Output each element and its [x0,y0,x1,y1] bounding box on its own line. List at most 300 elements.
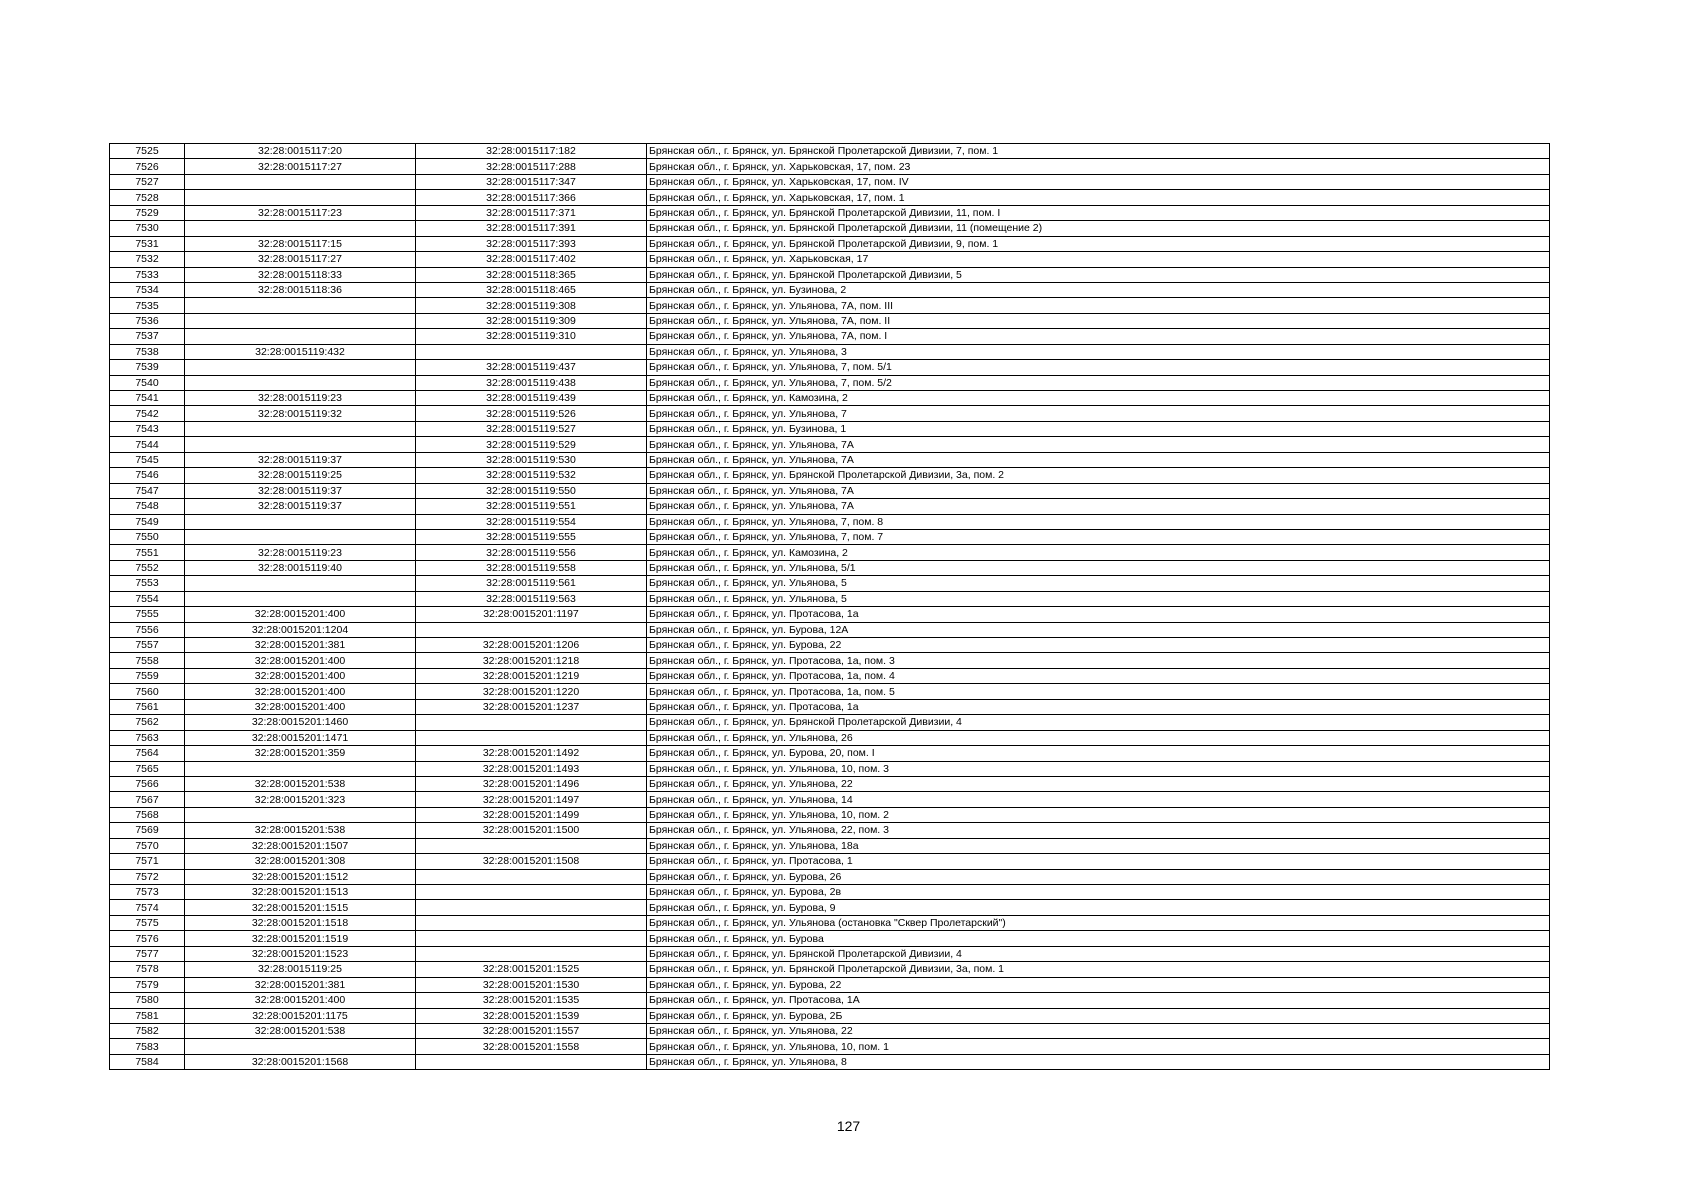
address-cell: Брянская обл., г. Брянск, ул. Ульянова, 7, пом. 7 [647,529,1550,544]
address-cell: Брянская обл., г. Брянск, ул. Ульянова, 7А, пом. I [647,329,1550,344]
address-cell: Брянская обл., г. Брянск, ул. Брянской Пролетарской Дивизии, 11 (помещение 2) [647,221,1550,236]
cadastral-number-cell: 32:28:0015117:23 [185,205,416,220]
row-number-cell: 7571 [110,854,185,869]
cadastral-number-cell: 32:28:0015201:1523 [185,946,416,961]
table-row [110,236,1550,251]
address-cell: Брянская обл., г. Брянск, ул. Ульянова, 7А [647,483,1550,498]
address-cell: Брянская обл., г. Брянск, ул. Протасова, 1а, пом. 4 [647,668,1550,683]
address-cell: Брянская обл., г. Брянск, ул. Бузинова, 1 [647,421,1550,436]
object-number-cell: 32:28:0015201:1557 [416,1023,647,1038]
row-number-cell: 7546 [110,468,185,483]
table-row [110,1054,1550,1069]
cadastral-number-cell: 32:28:0015201:538 [185,823,416,838]
row-number-cell: 7564 [110,746,185,761]
cadastral-number-cell [185,421,416,436]
address-cell: Брянская обл., г. Брянск, ул. Брянской Пролетарской Дивизии, 5 [647,267,1550,282]
address-cell: Брянская обл., г. Брянск, ул. Ульянова, 7А [647,452,1550,467]
address-cell: Брянская обл., г. Брянск, ул. Брянской Пролетарской Дивизии, 7, пом. 1 [647,144,1550,159]
row-number-cell: 7575 [110,915,185,930]
row-number-cell: 7527 [110,174,185,189]
cadastral-number-cell: 32:28:0015201:1568 [185,1054,416,1069]
object-number-cell: 32:28:0015117:288 [416,159,647,174]
cadastral-number-cell [185,529,416,544]
address-cell: Брянская обл., г. Брянск, ул. Харьковская, 17 [647,252,1550,267]
cadastral-number-cell: 32:28:0015201:359 [185,746,416,761]
object-number-cell: 32:28:0015119:526 [416,406,647,421]
row-number-cell: 7563 [110,730,185,745]
table-row [110,1008,1550,1023]
row-number-cell: 7525 [110,144,185,159]
row-number-cell: 7535 [110,298,185,313]
table-row [110,823,1550,838]
cadastral-number-cell: 32:28:0015119:37 [185,452,416,467]
table-row [110,298,1550,313]
table-row [110,962,1550,977]
table-row [110,282,1550,297]
cadastral-number-cell: 32:28:0015201:1471 [185,730,416,745]
table-row [110,807,1550,822]
cadastral-number-cell: 32:28:0015201:1507 [185,838,416,853]
object-number-cell: 32:28:0015119:309 [416,313,647,328]
row-number-cell: 7572 [110,869,185,884]
address-cell: Брянская обл., г. Брянск, ул. Бурова, 12А [647,622,1550,637]
table-row [110,560,1550,575]
table-row [110,144,1550,159]
object-number-cell: 32:28:0015119:550 [416,483,647,498]
table-row [110,792,1550,807]
object-number-cell: 32:28:0015201:1493 [416,761,647,776]
object-number-cell: 32:28:0015201:1220 [416,684,647,699]
cadastral-number-cell: 32:28:0015201:381 [185,638,416,653]
cadastral-number-cell: 32:28:0015201:1519 [185,931,416,946]
address-cell: Брянская обл., г. Брянск, ул. Ульянова, 10, пом. 1 [647,1039,1550,1054]
cadastral-number-cell: 32:28:0015201:308 [185,854,416,869]
object-number-cell: 32:28:0015201:1525 [416,962,647,977]
row-number-cell: 7573 [110,885,185,900]
cadastral-number-cell [185,174,416,189]
object-number-cell: 32:28:0015201:1206 [416,638,647,653]
address-cell: Брянская обл., г. Брянск, ул. Ульянова, 10, пом. 2 [647,807,1550,822]
object-number-cell [416,869,647,884]
address-cell: Брянская обл., г. Брянск, ул. Брянской Пролетарской Дивизии, 9, пом. 1 [647,236,1550,251]
object-number-cell: 32:28:0015201:1539 [416,1008,647,1023]
table-row [110,699,1550,714]
row-number-cell: 7531 [110,236,185,251]
address-cell: Брянская обл., г. Брянск, ул. Ульянова, 18а [647,838,1550,853]
address-cell: Брянская обл., г. Брянск, ул. Ульянова, 22 [647,776,1550,791]
row-number-cell: 7548 [110,499,185,514]
cadastral-number-cell: 32:28:0015117:15 [185,236,416,251]
row-number-cell: 7530 [110,221,185,236]
address-cell: Брянская обл., г. Брянск, ул. Брянской Пролетарской Дивизии, 3а, пом. 2 [647,468,1550,483]
row-number-cell: 7574 [110,900,185,915]
cadastral-number-cell: 32:28:0015201:1518 [185,915,416,930]
row-number-cell: 7552 [110,560,185,575]
address-cell: Брянская обл., г. Брянск, ул. Бузинова, 2 [647,282,1550,297]
address-cell: Брянская обл., г. Брянск, ул. Камозина, 2 [647,545,1550,560]
address-cell: Брянская обл., г. Брянск, ул. Ульянова, 5 [647,591,1550,606]
object-number-cell: 32:28:0015119:527 [416,421,647,436]
object-number-cell [416,838,647,853]
table-row [110,514,1550,529]
cadastral-number-cell: 32:28:0015119:23 [185,545,416,560]
table-row [110,391,1550,406]
table-row [110,931,1550,946]
row-number-cell: 7529 [110,205,185,220]
table-row [110,993,1550,1008]
object-number-cell: 32:28:0015119:530 [416,452,647,467]
row-number-cell: 7545 [110,452,185,467]
object-number-cell: 32:28:0015201:1496 [416,776,647,791]
table-row [110,252,1550,267]
cadastral-number-cell: 32:28:0015201:538 [185,776,416,791]
table-row [110,946,1550,961]
cadastral-number-cell [185,576,416,591]
cadastral-number-cell [185,807,416,822]
row-number-cell: 7543 [110,421,185,436]
object-number-cell: 32:28:0015201:1530 [416,977,647,992]
address-cell: Брянская обл., г. Брянск, ул. Брянской Пролетарской Дивизии, 4 [647,946,1550,961]
row-number-cell: 7538 [110,344,185,359]
object-number-cell: 32:28:0015201:1197 [416,607,647,622]
object-number-cell: 32:28:0015119:561 [416,576,647,591]
object-number-cell: 32:28:0015119:556 [416,545,647,560]
object-number-cell [416,344,647,359]
address-cell: Брянская обл., г. Брянск, ул. Протасова, 1 [647,854,1550,869]
address-cell: Брянская обл., г. Брянск, ул. Брянской Пролетарской Дивизии, 3а, пом. 1 [647,962,1550,977]
row-number-cell: 7558 [110,653,185,668]
row-number-cell: 7541 [110,391,185,406]
object-number-cell [416,900,647,915]
object-number-cell: 32:28:0015117:391 [416,221,647,236]
table-row [110,190,1550,205]
row-number-cell: 7579 [110,977,185,992]
row-number-cell: 7576 [110,931,185,946]
object-number-cell: 32:28:0015119:563 [416,591,647,606]
row-number-cell: 7526 [110,159,185,174]
address-cell: Брянская обл., г. Брянск, ул. Протасова, 1а, пом. 3 [647,653,1550,668]
object-number-cell [416,715,647,730]
cadastral-number-cell: 32:28:0015201:400 [185,699,416,714]
address-cell: Брянская обл., г. Брянск, ул. Ульянова, 7А, пом. III [647,298,1550,313]
cadastral-number-cell: 32:28:0015119:25 [185,962,416,977]
address-cell: Брянская обл., г. Брянск, ул. Ульянова, 7А, пом. II [647,313,1550,328]
table-row [110,221,1550,236]
row-number-cell: 7584 [110,1054,185,1069]
row-number-cell: 7536 [110,313,185,328]
row-number-cell: 7534 [110,282,185,297]
cadastral-number-cell: 32:28:0015201:538 [185,1023,416,1038]
row-number-cell: 7551 [110,545,185,560]
object-number-cell: 32:28:0015119:310 [416,329,647,344]
page-number: 127 [836,1118,861,1134]
address-cell: Брянская обл., г. Брянск, ул. Ульянова (остановка "Сквер Пролетарский") [647,915,1550,930]
address-cell: Брянская обл., г. Брянск, ул. Ульянова, 7, пом. 5/1 [647,360,1550,375]
cadastral-number-cell: 32:28:0015117:27 [185,159,416,174]
cadastral-number-cell: 32:28:0015201:400 [185,607,416,622]
table-row [110,915,1550,930]
cadastral-number-cell: 32:28:0015119:37 [185,499,416,514]
object-number-cell: 32:28:0015201:1218 [416,653,647,668]
cadastral-number-cell: 32:28:0015201:1515 [185,900,416,915]
object-number-cell: 32:28:0015201:1508 [416,854,647,869]
object-number-cell [416,885,647,900]
table-row [110,329,1550,344]
cadastral-number-cell [185,298,416,313]
row-number-cell: 7549 [110,514,185,529]
row-number-cell: 7553 [110,576,185,591]
cadastral-number-cell: 32:28:0015201:400 [185,684,416,699]
row-number-cell: 7555 [110,607,185,622]
row-number-cell: 7580 [110,993,185,1008]
table-row [110,776,1550,791]
object-number-cell: 32:28:0015119:437 [416,360,647,375]
table-row [110,638,1550,653]
address-cell: Брянская обл., г. Брянск, ул. Бурова [647,931,1550,946]
cadastral-number-cell [185,514,416,529]
table-row [110,267,1550,282]
row-number-cell: 7583 [110,1039,185,1054]
table-row [110,869,1550,884]
address-cell: Брянская обл., г. Брянск, ул. Ульянова, 7А [647,437,1550,452]
address-cell: Брянская обл., г. Брянск, ул. Бурова, 22 [647,638,1550,653]
row-number-cell: 7554 [110,591,185,606]
row-number-cell: 7532 [110,252,185,267]
cadastral-number-cell: 32:28:0015117:27 [185,252,416,267]
row-number-cell: 7560 [110,684,185,699]
table-row [110,545,1550,560]
row-number-cell: 7556 [110,622,185,637]
table-row [110,761,1550,776]
row-number-cell: 7539 [110,360,185,375]
address-cell: Брянская обл., г. Брянск, ул. Харьковская, 17, пом. IV [647,174,1550,189]
table-row [110,746,1550,761]
address-cell: Брянская обл., г. Брянск, ул. Харьковская, 17, пом. 1 [647,190,1550,205]
object-number-cell: 32:28:0015117:182 [416,144,647,159]
row-number-cell: 7569 [110,823,185,838]
address-cell: Брянская обл., г. Брянск, ул. Бурова, 20, пом. I [647,746,1550,761]
address-cell: Брянская обл., г. Брянск, ул. Ульянова, 8 [647,1054,1550,1069]
row-number-cell: 7542 [110,406,185,421]
cadastral-number-cell: 32:28:0015119:25 [185,468,416,483]
table-row [110,885,1550,900]
address-cell: Брянская обл., г. Брянск, ул. Ульянова, 7 [647,406,1550,421]
object-number-cell: 32:28:0015117:371 [416,205,647,220]
table-row [110,730,1550,745]
address-cell: Брянская обл., г. Брянск, ул. Бурова, 26 [647,869,1550,884]
cadastral-table [109,143,1550,1070]
table-row [110,313,1550,328]
table-row [110,360,1550,375]
row-number-cell: 7559 [110,668,185,683]
object-number-cell: 32:28:0015119:439 [416,391,647,406]
cadastral-number-cell [185,437,416,452]
table-row [110,344,1550,359]
table-row [110,607,1550,622]
cadastral-number-cell [185,190,416,205]
row-number-cell: 7533 [110,267,185,282]
object-number-cell: 32:28:0015117:393 [416,236,647,251]
object-number-cell: 32:28:0015119:558 [416,560,647,575]
address-cell: Брянская обл., г. Брянск, ул. Ульянова, 7, пом. 8 [647,514,1550,529]
cadastral-number-cell: 32:28:0015201:400 [185,653,416,668]
address-cell: Брянская обл., г. Брянск, ул. Брянской Пролетарской Дивизии, 11, пом. I [647,205,1550,220]
object-number-cell [416,915,647,930]
object-number-cell: 32:28:0015119:555 [416,529,647,544]
object-number-cell: 32:28:0015119:551 [416,499,647,514]
object-number-cell: 32:28:0015201:1499 [416,807,647,822]
cadastral-number-cell [185,375,416,390]
address-cell: Брянская обл., г. Брянск, ул. Ульянова, 26 [647,730,1550,745]
row-number-cell: 7566 [110,776,185,791]
object-number-cell [416,622,647,637]
object-number-cell: 32:28:0015119:308 [416,298,647,313]
address-cell: Брянская обл., г. Брянск, ул. Ульянова, 3 [647,344,1550,359]
object-number-cell: 32:28:0015117:347 [416,174,647,189]
object-number-cell: 32:28:0015119:529 [416,437,647,452]
row-number-cell: 7547 [110,483,185,498]
address-cell: Брянская обл., г. Брянск, ул. Протасова, 1а, пом. 5 [647,684,1550,699]
object-number-cell [416,931,647,946]
address-cell: Брянская обл., г. Брянск, ул. Бурова, 9 [647,900,1550,915]
cadastral-number-cell [185,360,416,375]
address-cell: Брянская обл., г. Брянск, ул. Ульянова, 5/1 [647,560,1550,575]
object-number-cell [416,946,647,961]
cadastral-number-cell: 32:28:0015201:1460 [185,715,416,730]
table-row [110,468,1550,483]
address-cell: Брянская обл., г. Брянск, ул. Протасова, 1А [647,993,1550,1008]
table-row [110,715,1550,730]
table-row [110,529,1550,544]
row-number-cell: 7565 [110,761,185,776]
cadastral-number-cell [185,313,416,328]
table-row [110,205,1550,220]
address-cell: Брянская обл., г. Брянск, ул. Ульянова, 7А [647,499,1550,514]
table-row [110,684,1550,699]
cadastral-number-cell [185,221,416,236]
object-number-cell [416,1054,647,1069]
table-row [110,406,1550,421]
cadastral-number-cell: 32:28:0015201:323 [185,792,416,807]
table-row [110,622,1550,637]
address-cell: Брянская обл., г. Брянск, ул. Ульянова, 22 [647,1023,1550,1038]
table-row [110,499,1550,514]
address-cell: Брянская обл., г. Брянск, ул. Камозина, 2 [647,391,1550,406]
address-cell: Брянская обл., г. Брянск, ул. Бурова, 22 [647,977,1550,992]
cadastral-number-cell: 32:28:0015201:381 [185,977,416,992]
address-cell: Брянская обл., г. Брянск, ул. Протасова, 1а [647,607,1550,622]
table-row [110,900,1550,915]
cadastral-number-cell: 32:28:0015117:20 [185,144,416,159]
row-number-cell: 7537 [110,329,185,344]
object-number-cell: 32:28:0015119:554 [416,514,647,529]
object-number-cell: 32:28:0015201:1558 [416,1039,647,1054]
cadastral-number-cell [185,1039,416,1054]
table-row [110,174,1550,189]
row-number-cell: 7561 [110,699,185,714]
object-number-cell: 32:28:0015201:1535 [416,993,647,1008]
table-row [110,452,1550,467]
address-cell: Брянская обл., г. Брянск, ул. Бурова, 2Б [647,1008,1550,1023]
object-number-cell: 32:28:0015119:532 [416,468,647,483]
row-number-cell: 7581 [110,1008,185,1023]
address-cell: Брянская обл., г. Брянск, ул. Ульянова, 22, пом. 3 [647,823,1550,838]
table-row [110,838,1550,853]
address-cell: Брянская обл., г. Брянск, ул. Ульянова, 5 [647,576,1550,591]
address-cell: Брянская обл., г. Брянск, ул. Ульянова, 7, пом. 5/2 [647,375,1550,390]
object-number-cell: 32:28:0015201:1497 [416,792,647,807]
table-row [110,653,1550,668]
cadastral-number-cell: 32:28:0015119:432 [185,344,416,359]
cadastral-number-cell: 32:28:0015201:1512 [185,869,416,884]
cadastral-number-cell: 32:28:0015119:40 [185,560,416,575]
cadastral-table-body [110,144,1550,1070]
address-cell: Брянская обл., г. Брянск, ул. Ульянова, 14 [647,792,1550,807]
table-row [110,421,1550,436]
address-cell: Брянская обл., г. Брянск, ул. Харьковская, 17, пом. 23 [647,159,1550,174]
row-number-cell: 7567 [110,792,185,807]
table-row [110,483,1550,498]
address-cell: Брянская обл., г. Брянск, ул. Брянской Пролетарской Дивизии, 4 [647,715,1550,730]
object-number-cell: 32:28:0015201:1492 [416,746,647,761]
cadastral-number-cell: 32:28:0015201:1175 [185,1008,416,1023]
object-number-cell: 32:28:0015201:1219 [416,668,647,683]
row-number-cell: 7570 [110,838,185,853]
object-number-cell: 32:28:0015118:465 [416,282,647,297]
cadastral-number-cell [185,591,416,606]
table-row [110,1039,1550,1054]
table-row [110,1023,1550,1038]
object-number-cell: 32:28:0015117:366 [416,190,647,205]
cadastral-number-cell: 32:28:0015201:400 [185,993,416,1008]
row-number-cell: 7550 [110,529,185,544]
table-row [110,576,1550,591]
table-row [110,668,1550,683]
object-number-cell: 32:28:0015201:1237 [416,699,647,714]
address-cell: Брянская обл., г. Брянск, ул. Протасова, 1а [647,699,1550,714]
row-number-cell: 7582 [110,1023,185,1038]
row-number-cell: 7540 [110,375,185,390]
object-number-cell: 32:28:0015201:1500 [416,823,647,838]
row-number-cell: 7528 [110,190,185,205]
cadastral-number-cell: 32:28:0015119:32 [185,406,416,421]
row-number-cell: 7562 [110,715,185,730]
cadastral-number-cell [185,329,416,344]
table-row [110,375,1550,390]
cadastral-number-cell: 32:28:0015201:1204 [185,622,416,637]
object-number-cell: 32:28:0015117:402 [416,252,647,267]
address-cell: Брянская обл., г. Брянск, ул. Ульянова, 10, пом. 3 [647,761,1550,776]
cadastral-number-cell: 32:28:0015118:33 [185,267,416,282]
row-number-cell: 7578 [110,962,185,977]
cadastral-number-cell: 32:28:0015201:400 [185,668,416,683]
object-number-cell: 32:28:0015119:438 [416,375,647,390]
row-number-cell: 7568 [110,807,185,822]
cadastral-number-cell: 32:28:0015119:23 [185,391,416,406]
object-number-cell [416,730,647,745]
object-number-cell: 32:28:0015118:365 [416,267,647,282]
row-number-cell: 7557 [110,638,185,653]
row-number-cell: 7544 [110,437,185,452]
table-row [110,854,1550,869]
address-cell: Брянская обл., г. Брянск, ул. Бурова, 2в [647,885,1550,900]
table-row [110,977,1550,992]
cadastral-number-cell: 32:28:0015201:1513 [185,885,416,900]
table-row [110,437,1550,452]
cadastral-number-cell [185,761,416,776]
row-number-cell: 7577 [110,946,185,961]
table-row [110,591,1550,606]
